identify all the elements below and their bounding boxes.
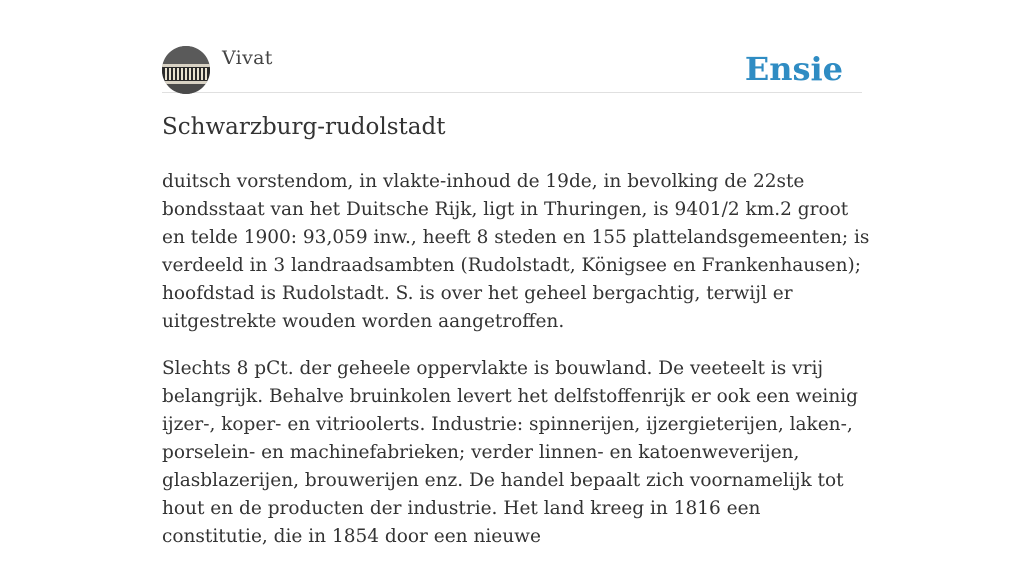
article-paragraph-1: duitsch vorstendom, in vlakte-inhoud de 19de, in bevolking de 22ste bondsstaat van het Duitsche Rijk, ligt in Thuringen, is 9401/2 km.2 groot en telde 1900: 93,059 inw., heeft 8 steden en 155 plattelandsgemeenten; is verdeeld in 3 landraadsambten (Rudolstadt, Königsee en Frankenhausen); hoofdstad is Rudolstadt. S. is over het geheel bergachtig, terwijl er uitgestrekte wouden worden aangetroffen.	[162, 171, 870, 332]
avatar[interactable]	[162, 46, 210, 94]
author-name[interactable]: Vivat	[222, 47, 273, 69]
page-title: Schwarzburg-rudolstadt	[162, 114, 446, 140]
article-paragraph-2: Slechts 8 pCt. der geheele oppervlakte is bouwland. De veeteelt is vrij belangrijk. Behalve bruinkolen levert het delfstoffenrijk er ook een weinig ijzer-, koper- en vitrioolerts. Industrie: spinnerijen, ijzergieterijen, laken-, porselein- en machinefabrieken; verder linnen- en katoenweverijen, glasblazerijen, brouwerijen enz. De handel bepaalt zich voornamelijk tot hout en de producten der industrie. Het land kreeg in 1816 een constitutie, die in 1854 door een nieuwe	[162, 358, 859, 547]
bookshelf-photo-avatar-icon	[162, 46, 210, 94]
header	[162, 46, 862, 93]
brand-logo[interactable]: Ensie	[744, 50, 843, 88]
article-body	[162, 168, 872, 570]
